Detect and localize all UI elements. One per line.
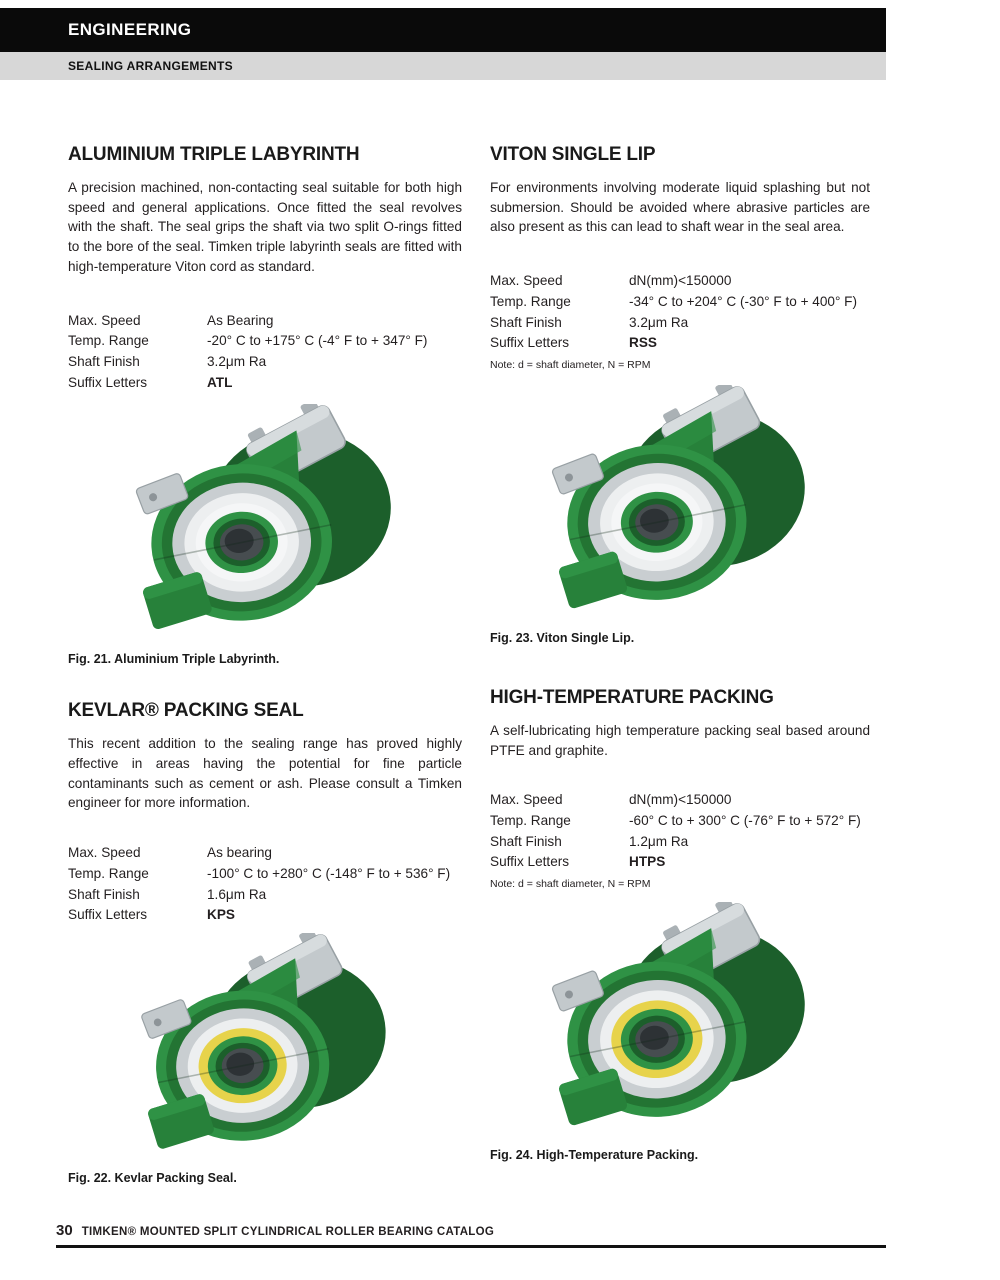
page-footer: [56, 1222, 886, 1248]
spec-value-suffix-letters: KPS: [207, 907, 235, 923]
footer-text: TIMKEN® MOUNTED SPLIT CYLINDRICAL ROLLER BEARING CATALOG: [81, 1226, 495, 1238]
spec-row: [490, 811, 870, 831]
section-viton-single-lip: [490, 144, 870, 645]
spec-label: Temp. Range: [490, 813, 571, 829]
figure-caption: Fig. 24. High-Temperature Packing.: [490, 1148, 699, 1163]
section-high-temperature-packing: [490, 687, 870, 1162]
spec-label: Suffix Letters: [490, 335, 570, 351]
spec-value: 3.2μm Ra: [629, 314, 689, 330]
spec-table: [490, 271, 870, 353]
figure-24: [490, 902, 870, 1162]
spec-label: Suffix Letters: [68, 907, 148, 923]
bearing-seal-image: [106, 933, 424, 1165]
spec-row: [490, 292, 870, 312]
spec-value: -20° C to +175° C (-4° F to + 347° F): [207, 333, 428, 349]
spec-row: [490, 271, 870, 291]
left-column: [68, 144, 462, 1185]
section-aluminium-triple-labyrinth: [68, 144, 462, 666]
spec-value-suffix-letters: RSS: [629, 335, 657, 351]
bearing-illustration: [490, 902, 870, 1142]
figure-23: [490, 385, 870, 645]
bearing-seal-image: [524, 902, 836, 1142]
spec-label: Max. Speed: [490, 273, 563, 289]
figure-caption: Fig. 22. Kevlar Packing Seal.: [68, 1170, 237, 1185]
spec-note: Note: d = shaft diameter, N = RPM: [490, 878, 651, 891]
spec-label: Shaft Finish: [68, 353, 140, 369]
spec-row: [68, 885, 462, 905]
spec-row: [490, 313, 870, 333]
page-subtitle: SEALING ARRANGEMENTS: [68, 59, 233, 73]
spec-value-suffix-letters: ATL: [207, 374, 233, 390]
bearing-seal-image: [524, 385, 836, 625]
spec-label: Shaft Finish: [68, 886, 140, 902]
spec-value: dN(mm)<150000: [629, 792, 732, 808]
spec-row: [68, 905, 462, 925]
bearing-illustration: [68, 404, 462, 646]
subheader-band: [0, 52, 886, 80]
header-band: [0, 8, 886, 52]
spec-row: [490, 852, 870, 872]
spec-label: Suffix Letters: [490, 854, 570, 870]
spec-row: [68, 352, 462, 372]
spec-label: Temp. Range: [490, 293, 571, 309]
spec-row: [490, 333, 870, 353]
section-title: VITON SINGLE LIP: [490, 144, 656, 165]
spec-value: As Bearing: [207, 312, 274, 328]
spec-label: Max. Speed: [68, 845, 141, 861]
section-title: HIGH-TEMPERATURE PACKING: [490, 686, 774, 708]
figure-22: [68, 933, 462, 1185]
page-title: ENGINEERING: [68, 20, 192, 39]
spec-value: -60° C to + 300° C (-76° F to + 572° F): [629, 813, 861, 829]
right-column: [490, 144, 870, 1162]
spec-label: Max. Speed: [68, 312, 141, 328]
spec-value: dN(mm)<150000: [629, 273, 732, 289]
spec-row: [490, 790, 870, 810]
spec-note: Note: d = shaft diameter, N = RPM: [490, 358, 651, 371]
spec-row: [490, 832, 870, 852]
spec-row: [68, 331, 462, 351]
page-number: 30: [56, 1222, 73, 1239]
bearing-illustration: [68, 933, 462, 1165]
figure-21: [68, 404, 462, 666]
spec-label: Shaft Finish: [490, 314, 562, 330]
bearing-seal-image: [104, 404, 426, 646]
spec-value: -100° C to +280° C (-148° F to + 536° F): [207, 865, 451, 881]
spec-label: Temp. Range: [68, 865, 149, 881]
spec-value: 1.6μm Ra: [207, 886, 267, 902]
spec-row: [68, 843, 462, 863]
section-body: A precision machined, non-contacting seal suitable for both high speed and general applications. Once fitted the seal revolves with the shaft. The seal grips the shaft via two split O-rings fitted to the bore of the seal. Timken triple labyrinth seals are fitted with high-temperature Viton cord as standard.: [68, 180, 462, 274]
section-kevlar-packing-seal: [68, 700, 462, 1185]
spec-value: 1.2μm Ra: [629, 833, 689, 849]
spec-label: Max. Speed: [490, 792, 563, 808]
footer-rule: [56, 1222, 886, 1248]
spec-value-suffix-letters: HTPS: [629, 854, 666, 870]
spec-value: -34° C to +204° C (-30° F to + 400° F): [629, 293, 858, 309]
spec-row: [68, 311, 462, 331]
section-title: ALUMINIUM TRIPLE LABYRINTH: [68, 144, 360, 165]
spec-label: Shaft Finish: [490, 833, 562, 849]
spec-value: As bearing: [207, 845, 272, 861]
spec-label: Temp. Range: [68, 333, 149, 349]
spec-label: Suffix Letters: [68, 374, 148, 390]
section-body: A self-lubricating high temperature packing seal based around PTFE and graphite.: [490, 722, 870, 758]
section-title: KEVLAR® PACKING SEAL: [68, 700, 304, 722]
figure-caption: Fig. 23. Viton Single Lip.: [490, 630, 635, 645]
spec-row: [68, 864, 462, 884]
spec-table: [490, 790, 870, 872]
spec-row: [68, 373, 462, 393]
figure-caption: Fig. 21. Aluminium Triple Labyrinth.: [68, 652, 280, 667]
section-body: This recent addition to the sealing range has proved highly effective in areas having the potential for fine particle contaminants such as cement or ash. Please consult a Timken engineer for more information.: [68, 736, 462, 811]
bearing-illustration: [490, 385, 870, 625]
spec-table: [68, 311, 462, 393]
spec-table: [68, 843, 462, 925]
spec-value: 3.2μm Ra: [207, 353, 267, 369]
section-body: For environments involving moderate liquid splashing but not submersion. Should be avoided where abrasive particles are also present as this can lead to shaft wear in the seal area.: [490, 180, 870, 235]
